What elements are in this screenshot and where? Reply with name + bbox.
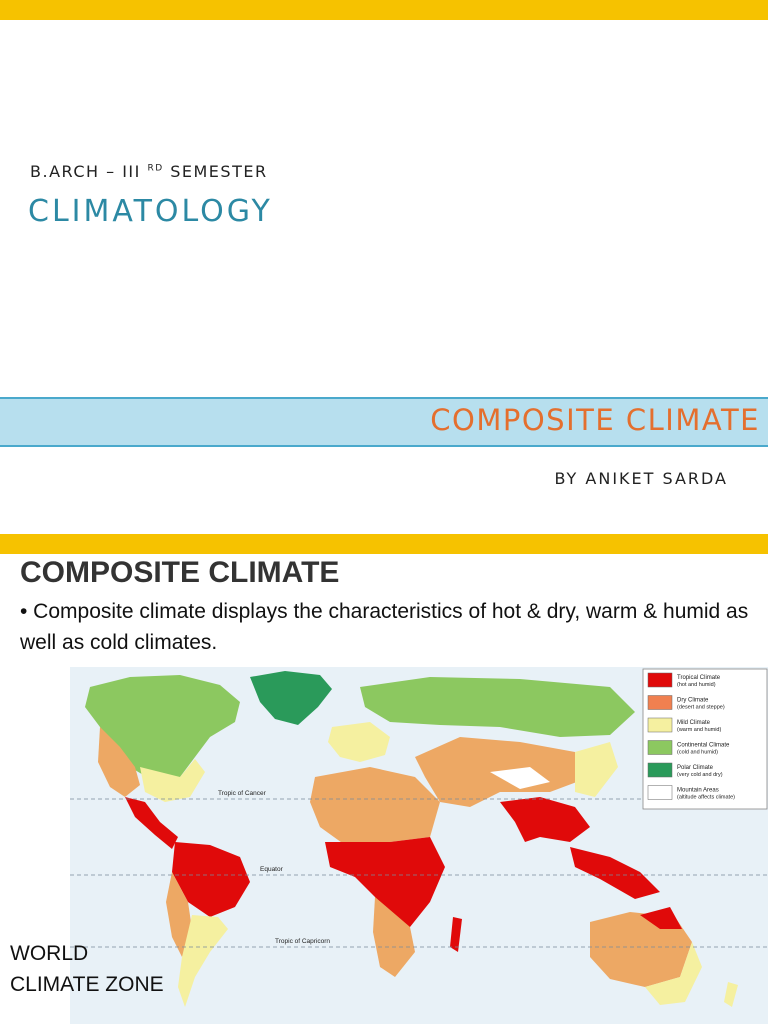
legend-subtitle: (desert and steppe) [677,704,725,711]
top-accent-bar [0,0,768,20]
legend-swatch [648,786,672,800]
subtitle-superscript: RD [147,163,164,174]
legend-title: Polar Climate [677,765,714,771]
legend-subtitle: (hot and humid) [677,682,716,688]
legend-title: Continental Climate [677,742,730,749]
legend-title: Mountain Areas [677,787,719,794]
legend-swatch [648,696,672,710]
tropic-of-cancer-label: Tropic of Cancer [218,790,266,797]
bullet-point: • Composite climate displays the characteristics of hot & dry, warm & humid as well as cold climates. [20,600,749,654]
map-caption [10,938,164,1000]
legend-subtitle: (warm and humid) [677,727,722,733]
map-caption-line2: CLIMATE ZONE [10,973,164,996]
legend-swatch [648,673,672,687]
world-climate-map [70,667,768,1024]
legend-swatch [648,741,672,755]
subtitle-end: SEMESTER [170,162,268,181]
legend-subtitle: (cold and humid) [677,749,718,756]
legend-swatch [648,718,672,732]
legend-swatch [648,763,672,777]
legend-title: Dry Climate [677,697,709,704]
tropic-of-capricorn-label: Tropic of Capricorn [275,938,331,945]
author-line: BY ANIKET SARDA [554,469,728,488]
content-slide [0,512,768,1024]
slide-title: COMPOSITE CLIMATE [20,556,340,589]
legend-title: Tropical Climate [677,675,721,681]
legend-subtitle: (very cold and dry) [677,772,723,778]
legend-title: Mild Climate [677,720,711,726]
course-title: CLIMATOLOGY [28,194,273,229]
topic-title: COMPOSITE CLIMATE [430,403,760,437]
topic-band [0,397,768,447]
equator-label: Equator [260,866,283,873]
course-subtitle [30,162,268,181]
map-legend [643,669,767,809]
subtitle-main: B.ARCH – III [30,162,141,181]
legend-subtitle: (altitude affects climate) [677,794,735,801]
map-caption-line1: WORLD [10,942,89,965]
top-accent-bar [0,534,768,554]
